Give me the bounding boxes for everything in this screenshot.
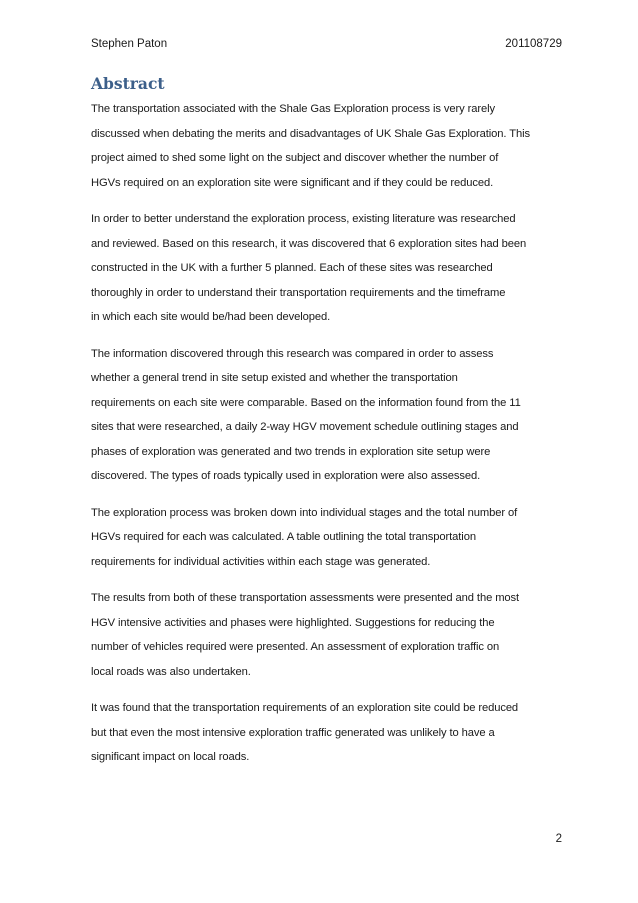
text-line: discovered. The types of roads typically used in exploration were also assessed. xyxy=(91,470,481,482)
text-line: In order to better understand the exploration process, existing literature was researched xyxy=(91,213,516,225)
text-line: requirements for individual activities within each stage was generated. xyxy=(91,555,431,568)
paragraph-6 xyxy=(91,696,569,770)
student-id: 201108729 xyxy=(505,38,562,50)
page-number: 2 xyxy=(555,833,562,845)
text-line: in which each site would be/had been developed. xyxy=(91,311,331,323)
text-line: requirements on each site were comparable. Based on the information found from the 11 xyxy=(91,396,521,409)
text-line: project aimed to shed some light on the subject and discover whether the number of xyxy=(91,152,499,164)
text-line: The transportation associated with the Shale Gas Exploration process is very rarely xyxy=(91,103,495,115)
text-line: sites that were researched, a daily 2-way HGV movement schedule outlining stages and xyxy=(91,421,519,433)
section-heading: Abstract xyxy=(91,74,165,93)
text-line: The exploration process was broken down into individual stages and the total number of xyxy=(91,506,518,519)
text-line: constructed in the UK with a further 5 planned. Each of these sites was researched xyxy=(91,262,493,274)
author-name: Stephen Paton xyxy=(91,38,168,50)
paragraph-2 xyxy=(91,207,569,330)
paragraph-3 xyxy=(91,342,569,489)
text-line: but that even the most intensive exploration traffic generated was unlikely to have a xyxy=(91,726,495,739)
paragraph-4 xyxy=(91,501,569,575)
text-line: local roads was also undertaken. xyxy=(91,665,251,678)
text-line: number of vehicles required were presented. An assessment of exploration traffic on xyxy=(91,641,500,653)
text-line: HGV intensive activities and phases were highlighted. Suggestions for reducing the xyxy=(91,616,495,629)
text-line: HGVs required on an exploration site were significant and if they could be reduced. xyxy=(91,176,494,189)
text-line: HGVs required for each was calculated. A table outlining the total transportation xyxy=(91,531,476,543)
abstract-body xyxy=(91,97,569,782)
text-line: and reviewed. Based on this research, it was discovered that 6 exploration sites had been xyxy=(91,237,527,250)
text-line: significant impact on local roads. xyxy=(91,751,250,763)
text-line: discussed when debating the merits and disadvantages of UK Shale Gas Exploration. This xyxy=(91,127,530,140)
paragraph-1 xyxy=(91,97,569,195)
page-header xyxy=(91,38,562,50)
text-line: phases of exploration was generated and two trends in exploration site setup were xyxy=(91,445,491,458)
text-line: It was found that the transportation requirements of an exploration site could be reduced xyxy=(91,702,519,714)
text-line: whether a general trend in site setup existed and whether the transportation xyxy=(91,372,458,384)
text-line: The information discovered through this research was compared in order to assess xyxy=(91,347,494,360)
text-line: The results from both of these transportation assessments were presented and the most xyxy=(91,592,520,604)
paragraph-5 xyxy=(91,586,569,684)
text-line: thoroughly in order to understand their transportation requirements and the timeframe xyxy=(91,286,506,299)
